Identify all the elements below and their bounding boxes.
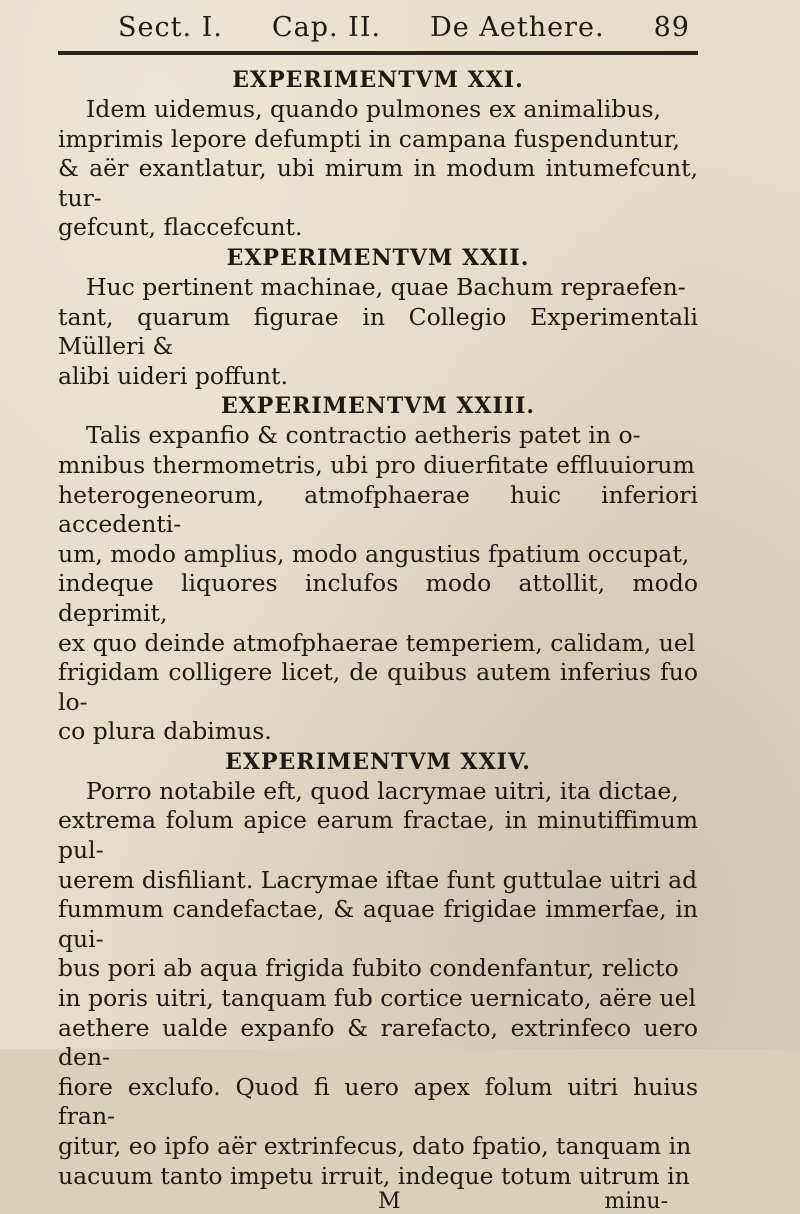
- catchword: minu-: [604, 1189, 668, 1214]
- section-label: Sect. I.: [118, 12, 223, 43]
- experiment-text: Talis expanfio & contractio aetheris patet in o- mnibus thermometris, ubi pro diuerfitate effluuiorum heterogeneorum, atmofphaerae huic inferiori accedenti- um, modo amplius, modo angustius fpatium occupat, indeque liquores inclufos modo attollit, modo deprimit, ex quo deinde atmofphaerae temperiem, calidam, uel frigidam colligere licet, de quibus autem inferius fuo lo- co plura dabimus.: [58, 421, 698, 746]
- experiment-text: Huc pertinent machinae, quae Bachum repraefen- tant, quarum figurae in Collegio Experimentali Mülleri & alibi uideri poffunt.: [58, 272, 698, 390]
- header-rule: [58, 51, 698, 55]
- signature-mark: M: [378, 1189, 401, 1214]
- text-block: [58, 12, 698, 1214]
- experiment-text: Idem uidemus, quando pulmones ex animalibus, imprimis lepore defumpti in campana fuspenduntur, & aër exantlatur, ubi mirum in modum intumefcunt, tur- gefcunt, flaccefcunt.: [58, 95, 698, 242]
- page-footer: [58, 1189, 698, 1214]
- running-head: [58, 12, 698, 43]
- page-number: 89: [653, 12, 690, 43]
- experiment-title: EXPERIMENTVM XXI.: [232, 67, 524, 93]
- experiment-text: Porro notabile eft, quod lacrymae uitri, ita dictae, extrema folum apice earum fractae, in minutiffimum pul- uerem disfiliant. Lacrymae iftae funt guttulae uitri ad fummum candefactae, & aquae frigidae immerfae, in qui- bus pori ab aqua frigida fubito condenfantur, relicto in poris uitri, tanquam fub cortice uernicato, aëre uel aethere ualde expanfo & rarefacto, extrinfeco uero den- fiore exclufo. Quod fi uero apex folum uitri huius fran- gitur, eo ipfo aër extrinfecus, dato fpatio, tanquam in uacuum tanto impetu irruit, indeque totum uitrum in: [58, 776, 698, 1190]
- experiment-title: EXPERIMENTVM XXIV.: [225, 748, 531, 775]
- subject-label: De Aethere.: [430, 12, 605, 43]
- experiment-title: EXPERIMENTVM XXII.: [226, 244, 530, 271]
- chapter-label: Cap. II.: [271, 12, 382, 43]
- experiment-title: EXPERIMENTVM XXIII.: [220, 393, 536, 420]
